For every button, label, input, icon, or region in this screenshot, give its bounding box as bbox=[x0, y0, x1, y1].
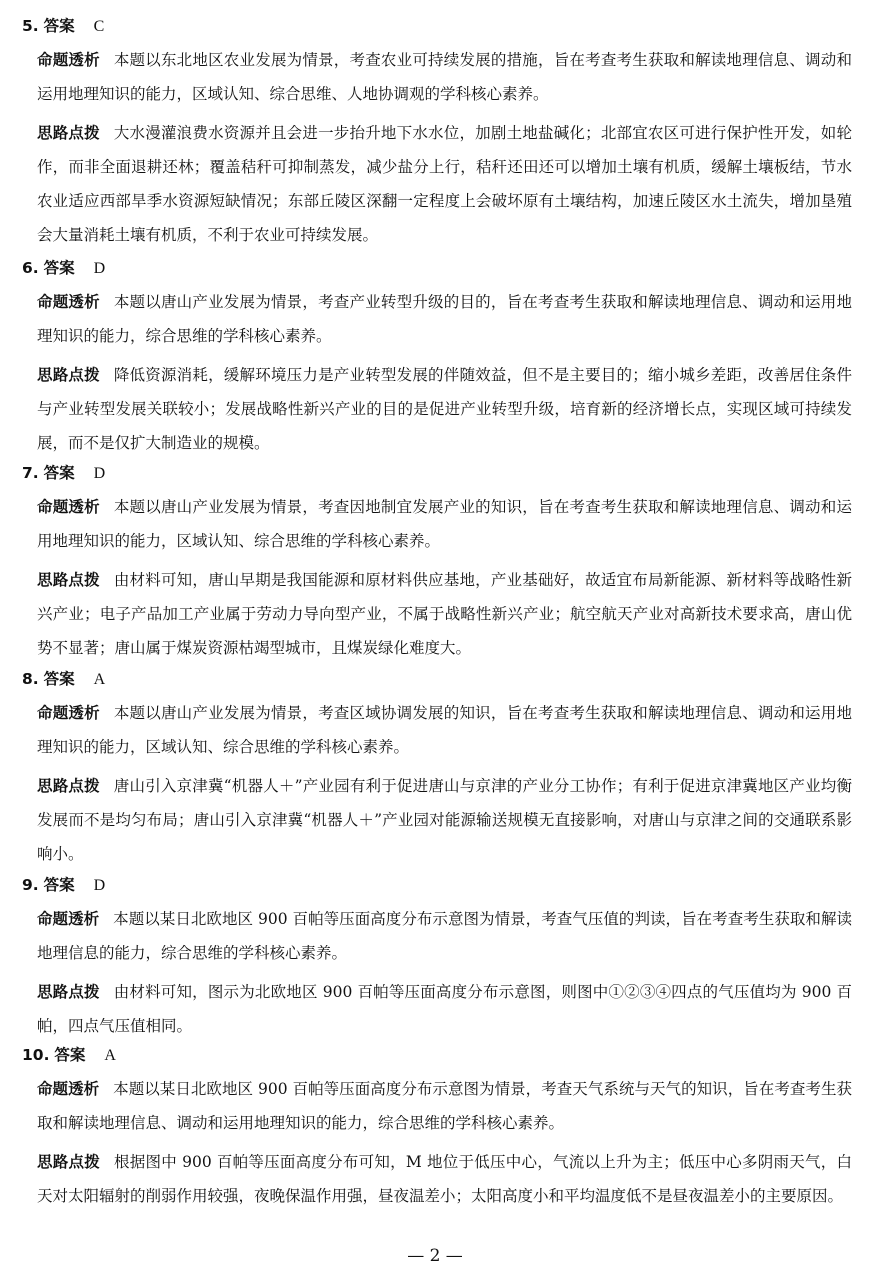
hint-label: 思路点拨 bbox=[37, 366, 100, 384]
hint-paragraph bbox=[37, 975, 852, 1043]
page-number: — 2 — bbox=[407, 1246, 463, 1266]
answer-label: 答案 bbox=[43, 17, 75, 35]
intent-paragraph bbox=[37, 490, 852, 558]
question-header bbox=[22, 667, 852, 691]
hint-paragraph bbox=[37, 563, 852, 665]
question-5 bbox=[22, 14, 852, 252]
intent-text: 本题以唐山产业发展为情景，考查产业转型升级的目的，旨在考查考生获取和解读地理信息、调动和运用地理知识的能力，综合思维的学科核心素养。 bbox=[37, 293, 852, 345]
intent-text: 本题以某日北欧地区 900 百帕等压面高度分布示意图为情景，考查天气系统与天气的知识，旨在考查考生获取和解读地理信息、调动和运用地理知识的能力，综合思维的学科核心素养。 bbox=[37, 1080, 852, 1132]
intent-text: 本题以唐山产业发展为情景，考查因地制宜发展产业的知识，旨在考查考生获取和解读地理信息、调动和运用地理知识的能力，区域认知、综合思维的学科核心素养。 bbox=[37, 498, 852, 550]
hint-label: 思路点拨 bbox=[37, 571, 100, 589]
question-number: 6. bbox=[22, 259, 39, 277]
answer-label: 答案 bbox=[43, 259, 75, 277]
answer-label: 答案 bbox=[43, 876, 75, 894]
hint-text: 由材料可知，唐山早期是我国能源和原材料供应基地，产业基础好，故适宜布局新能源、新材料等战略性新兴产业；电子产品加工产业属于劳动力导向型产业，不属于战略性新兴产业；航空航天产业对高新技术要求高，唐山优势不显著；唐山属于煤炭资源枯竭型城市，且煤炭绿化难度大。 bbox=[37, 571, 852, 657]
intent-label: 命题透析 bbox=[37, 704, 100, 722]
hint-label: 思路点拨 bbox=[37, 124, 100, 142]
answer-label: 答案 bbox=[43, 464, 75, 482]
intent-paragraph bbox=[37, 43, 852, 111]
question-10 bbox=[22, 1043, 852, 1213]
intent-paragraph bbox=[37, 285, 852, 353]
hint-text: 降低资源消耗，缓解环境压力是产业转型发展的伴随效益，但不是主要目的；缩小城乡差距，改善居住条件与产业转型发展关联较小；发展战略性新兴产业的目的是促进产业转型升级，培育新的经济增长点，实现区域可持续发展，而不是仅扩大制造业的规模。 bbox=[37, 366, 852, 452]
intent-paragraph bbox=[37, 902, 852, 970]
intent-paragraph bbox=[37, 696, 852, 764]
answer-value: A bbox=[93, 671, 106, 688]
question-number: 8. bbox=[22, 670, 39, 688]
answer-value: C bbox=[93, 18, 105, 35]
question-9 bbox=[22, 873, 852, 1043]
answer-value: A bbox=[104, 1047, 116, 1064]
hint-paragraph bbox=[37, 358, 852, 460]
intent-label: 命题透析 bbox=[37, 51, 100, 69]
answer-label: 答案 bbox=[54, 1046, 86, 1064]
answer-label: 答案 bbox=[43, 670, 75, 688]
hint-paragraph bbox=[37, 116, 852, 252]
hint-paragraph bbox=[37, 769, 852, 871]
question-6 bbox=[22, 256, 852, 460]
intent-label: 命题透析 bbox=[37, 293, 100, 311]
hint-text: 根据图中 900 百帕等压面高度分布可知，M 地位于低压中心，气流以上升为主；低压中心多阴雨天气，白天对太阳辐射的削弱作用较强，夜晚保温作用强，昼夜温差小；太阳高度小和平均温度低不是昼夜温差小的主要原因。 bbox=[37, 1153, 852, 1205]
intent-text: 本题以唐山产业发展为情景，考查区域协调发展的知识，旨在考查考生获取和解读地理信息、调动和运用地理知识的能力，区域认知、综合思维的学科核心素养。 bbox=[37, 704, 852, 756]
hint-text: 唐山引入京津冀“机器人＋”产业园有利于促进唐山与京津的产业分工协作；有利于促进京津冀地区产业均衡发展而不是均匀布局；唐山引入京津冀“机器人＋”产业园对能源输送规模无直接影响，对唐山与京津之间的交通联系影响小。 bbox=[37, 777, 852, 863]
question-header bbox=[22, 14, 852, 38]
question-number: 5. bbox=[22, 17, 39, 35]
question-number: 7. bbox=[22, 464, 39, 482]
intent-label: 命题透析 bbox=[37, 910, 100, 928]
question-header bbox=[22, 1043, 852, 1067]
hint-text: 由材料可知，图示为北欧地区 900 百帕等压面高度分布示意图，则图中①②③④四点的气压值均为 900 百帕，四点气压值相同。 bbox=[37, 983, 852, 1035]
hint-text: 大水漫灌浪费水资源并且会进一步抬升地下水水位，加剧土地盐碱化；北部宜农区可进行保护性开发，如轮作，而非全面退耕还林；覆盖秸秆可抑制蒸发，减少盐分上行，秸秆还田还可以增加土壤有机质，缓解土壤板结，节水农业适应西部旱季水资源短缺情况；东部丘陵区深翻一定程度上会破坏原有土壤结构，加速丘陵区水土流失，增加垦殖会大量消耗土壤有机质，不利于农业可持续发展。 bbox=[37, 124, 852, 244]
answer-value: D bbox=[93, 260, 106, 277]
hint-paragraph bbox=[37, 1145, 852, 1213]
answer-value: D bbox=[93, 465, 106, 482]
hint-label: 思路点拨 bbox=[37, 1153, 100, 1171]
intent-label: 命题透析 bbox=[37, 498, 100, 516]
answer-value: D bbox=[93, 877, 106, 894]
question-header bbox=[22, 256, 852, 280]
question-number: 10. bbox=[22, 1046, 50, 1064]
hint-label: 思路点拨 bbox=[37, 777, 100, 795]
hint-label: 思路点拨 bbox=[37, 983, 100, 1001]
intent-text: 本题以某日北欧地区 900 百帕等压面高度分布示意图为情景，考查气压值的判读，旨在考查考生获取和解读地理信息的能力，综合思维的学科核心素养。 bbox=[37, 910, 852, 962]
intent-paragraph bbox=[37, 1072, 852, 1140]
question-7 bbox=[22, 461, 852, 665]
question-number: 9. bbox=[22, 876, 39, 894]
intent-text: 本题以东北地区农业发展为情景，考查农业可持续发展的措施，旨在考查考生获取和解读地理信息、调动和运用地理知识的能力，区域认知、综合思维、人地协调观的学科核心素养。 bbox=[37, 51, 852, 103]
intent-label: 命题透析 bbox=[37, 1080, 100, 1098]
question-header bbox=[22, 461, 852, 485]
question-header bbox=[22, 873, 852, 897]
question-8 bbox=[22, 667, 852, 871]
